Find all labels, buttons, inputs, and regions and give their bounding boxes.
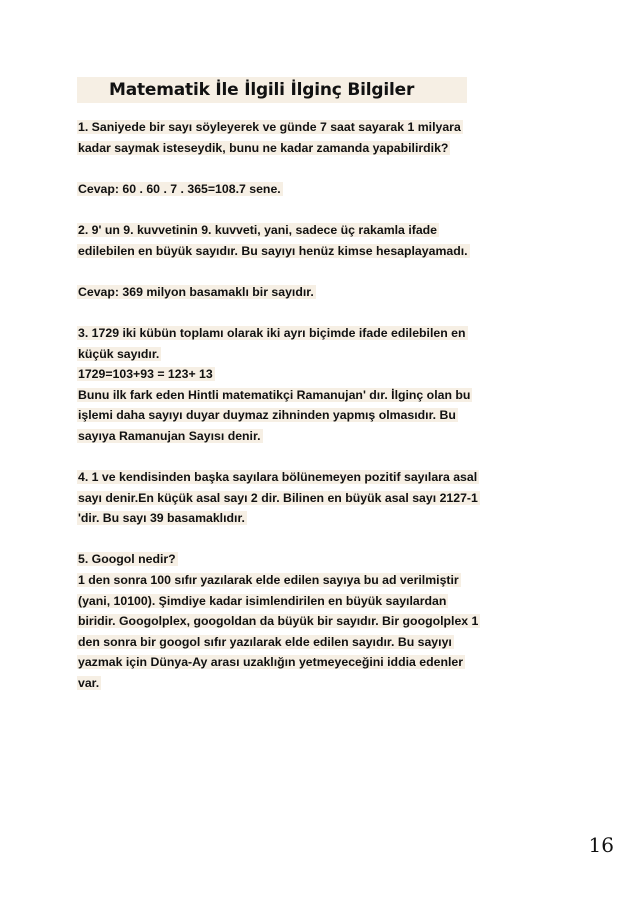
text-line: biridir. Googolplex, googoldan da büyük bir sayıdır. Bir googolplex 1	[78, 614, 479, 629]
paragraph	[77, 117, 577, 158]
text-line: Cevap: 369 milyon basamaklı bir sayıdır.	[78, 284, 314, 299]
text-line: 5. Googol nedir?	[78, 552, 176, 567]
text-line: 'dir. Bu sayı 39 basamaklıdır.	[78, 511, 245, 526]
page-title: Matematik İle İlgili İlginç Bilgiler	[77, 77, 467, 103]
text-line: 1. Saniyede bir sayı söyleyerek ve günde 7 saat sayarak 1 milyara	[78, 120, 461, 134]
paragraph	[77, 467, 577, 529]
text-line: 1729=103+93 = 123+ 13	[78, 367, 213, 382]
text-line: yazmak için Dünya-Ay arası uzaklığın yetmeyeceğini iddia edenler	[78, 655, 463, 670]
document-body	[77, 117, 577, 694]
page-number: 16	[588, 833, 614, 857]
text-line: edilebilen en büyük sayıdır. Bu sayıyı henüz kimse hesaplayamadı.	[78, 243, 468, 258]
paragraph	[77, 323, 577, 447]
paragraph	[77, 179, 577, 200]
text-line: 2. 9' un 9. kuvvetinin 9. kuvveti, yani, sadece üç rakamla ifade	[78, 222, 438, 237]
text-line: küçük sayıdır.	[78, 346, 160, 361]
text-line: işlemi daha sayıyı duyar duymaz zihninden yapmış olmasıdır. Bu	[78, 408, 456, 423]
paragraph	[77, 549, 577, 693]
text-line: Cevap: 60 . 60 . 7 . 365=108.7 sene.	[78, 181, 281, 196]
text-line: kadar saymak isteseydik, bunu ne kadar zamanda yapabilirdik?	[78, 140, 449, 155]
text-line: var.	[78, 676, 100, 691]
text-line: sayı denir.En küçük asal sayı 2 dir. Bilinen en büyük asal sayı 2127-1	[78, 490, 478, 505]
paragraph	[77, 220, 577, 261]
text-line: sayıya Ramanujan Sayısı denir.	[78, 428, 261, 443]
paragraph	[77, 282, 577, 303]
text-line: 3. 1729 iki kübün toplamı olarak iki ayrı biçimde ifade edilebilen en	[78, 325, 466, 340]
text-line: (yani, 10100). Şimdiye kadar isimlendirilen en büyük sayılardan	[78, 593, 447, 608]
text-line: Bunu ilk fark eden Hintli matematikçi Ramanujan' dır. İlginç olan bu	[78, 387, 471, 402]
text-line: 1 den sonra 100 sıfır yazılarak elde edilen sayıya bu ad verilmiştir	[78, 573, 459, 588]
text-line: 4. 1 ve kendisinden başka sayılara bölünemeyen pozitif sayılara asal	[78, 470, 478, 485]
text-line: den sonra bir googol sıfır yazılarak elde edilen sayıdır. Bu sayıyı	[78, 634, 452, 649]
